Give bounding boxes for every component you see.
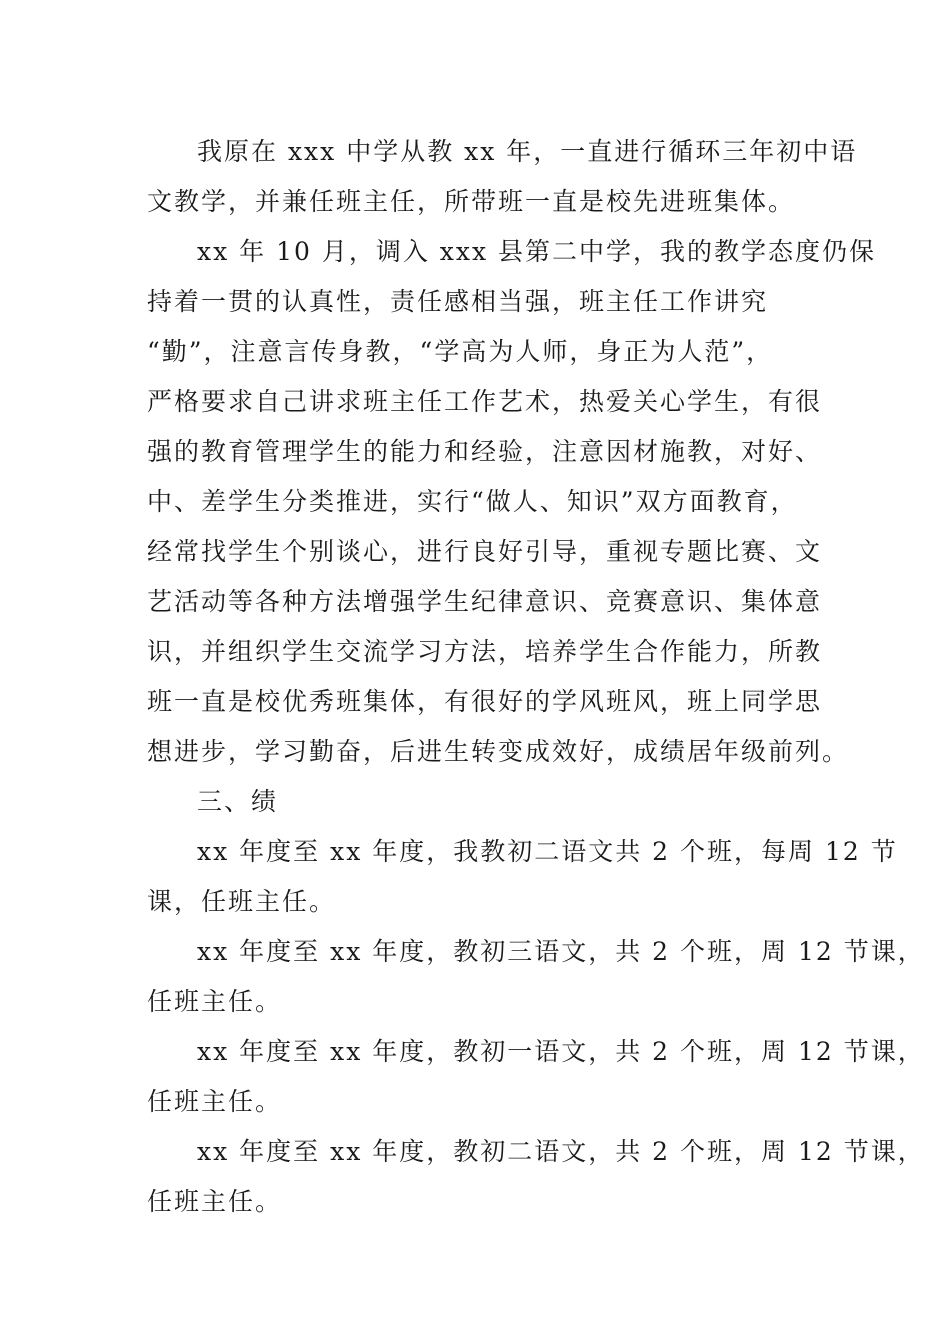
paragraph-line: 任班主任。 [147, 987, 283, 1016]
paragraph-year-record-3 [147, 1027, 925, 1127]
document-body [147, 127, 925, 1227]
paragraph-line: 想进步，学习勤奋，后进生转变成效好，成绩居年级前列。 [147, 737, 850, 766]
paragraph-line: 强的教育管理学生的能力和经验，注意因材施教，对好、 [147, 437, 823, 466]
paragraph-line: 文教学，并兼任班主任，所带班一直是校先进班集体。 [147, 187, 796, 216]
paragraph-line: 经常找学生个别谈心，进行良好引导，重视专题比赛、文 [147, 537, 823, 566]
paragraph-year-record-1 [147, 827, 898, 927]
paragraph-line: 任班主任。 [147, 1187, 283, 1216]
paragraph-line: 严格要求自己讲求班主任工作艺术，热爱关心学生，有很 [147, 387, 823, 416]
paragraph-line: “勤”，注意言传身教，“学高为人师，身正为人范”， [147, 337, 774, 366]
paragraph-line: xx 年度至 xx 年度，教初三语文，共 2 个班，周 12 节课， [197, 937, 925, 966]
paragraph-line: xx 年度至 xx 年度，我教初二语文共 2 个班，每周 12 节 [197, 837, 898, 866]
paragraph-line: xx 年度至 xx 年度，教初二语文，共 2 个班，周 12 节课， [197, 1137, 925, 1166]
paragraph-teaching-history [147, 127, 858, 227]
section-heading-text: 三、绩 [197, 787, 279, 816]
paragraph-year-record-2 [147, 927, 925, 1027]
paragraph-transfer-work [147, 227, 877, 777]
paragraph-line: xx 年度至 xx 年度，教初一语文，共 2 个班，周 12 节课， [197, 1037, 925, 1066]
paragraph-line: xx 年 10 月，调入 xxx 县第二中学，我的教学态度仍保 [197, 237, 877, 266]
section-heading [147, 777, 827, 827]
paragraph-line: 我原在 xxx 中学从教 xx 年，一直进行循环三年初中语 [197, 137, 858, 166]
paragraph-line: 班一直是校优秀班集体，有很好的学风班风，班上同学思 [147, 687, 823, 716]
paragraph-line: 艺活动等各种方法增强学生纪律意识、竞赛意识、集体意 [147, 587, 823, 616]
paragraph-line: 课，任班主任。 [147, 887, 337, 916]
paragraph-year-record-4 [147, 1127, 925, 1227]
paragraph-line: 识，并组织学生交流学习方法，培养学生合作能力，所教 [147, 637, 823, 666]
paragraph-line: 持着一贯的认真性，责任感相当强，班主任工作讲究 [147, 287, 769, 316]
paragraph-line: 任班主任。 [147, 1087, 283, 1116]
paragraph-line: 中、差学生分类推进，实行“做人、知识”双方面教育， [147, 487, 798, 516]
